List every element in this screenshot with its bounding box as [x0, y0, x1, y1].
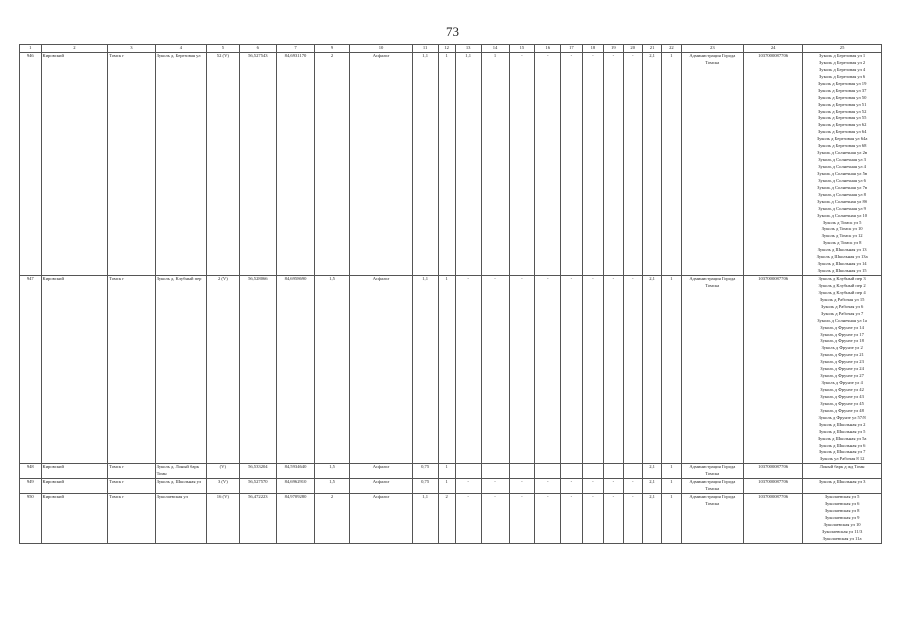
table-cell: 950 [20, 493, 42, 543]
table-cell: 1 [438, 464, 455, 479]
address-line: Зуколь д Школьная ул 13 [817, 247, 867, 253]
table-cell: 2,1 [642, 479, 661, 494]
table-cell: - [561, 53, 583, 276]
table-body [20, 53, 882, 544]
table-cell: 16 (V) [207, 493, 239, 543]
column-header: 13 [455, 45, 481, 53]
address-line: Зуколь д Березовая ул 68 [817, 143, 867, 149]
table-cell: Кировский [41, 479, 108, 494]
page-number: 73 [446, 24, 459, 39]
column-header: 21 [642, 45, 661, 53]
table-cell [582, 464, 604, 479]
table-cell: Томск г [108, 479, 155, 494]
addresses-cell [803, 53, 882, 276]
table-cell: - [509, 53, 535, 276]
table-cell: - [535, 53, 561, 276]
table-cell: 2,1 [642, 493, 661, 543]
table-cell: - [561, 493, 583, 543]
address-line: Зуколь д Солнечная ул 6 [818, 177, 866, 183]
column-header: 10 [350, 45, 412, 53]
table-cell: - [604, 479, 623, 494]
table-cell: 1037000087706 [744, 276, 803, 464]
column-header: 15 [509, 45, 535, 53]
addresses-cell [803, 493, 882, 543]
table-cell: Администрация Города Томска [681, 276, 743, 464]
table-cell: - [623, 53, 642, 276]
table-cell: - [561, 479, 583, 494]
table-cell: 56,527543 [239, 53, 277, 276]
table-cell: Администрация Города Томска [681, 53, 743, 276]
address-line: Зуколаевская ул 11а [822, 535, 862, 541]
table-cell: 1037000087706 [744, 493, 803, 543]
column-header: 6 [239, 45, 277, 53]
column-header: 20 [623, 45, 642, 53]
table-cell [535, 464, 561, 479]
address-line: Зуколь д Фрунзе ул 14 [820, 324, 864, 330]
table-row [20, 276, 882, 464]
table-cell: 1,1 [412, 53, 438, 276]
address-line: Зуколь д Березовая ул 55 [817, 115, 867, 121]
table-cell: 2 (V) [207, 276, 239, 464]
address-line: Зуколаевская ул 6 [824, 500, 860, 506]
address-line: Зуколь д Солнечная ул 5в [817, 170, 868, 176]
table-cell: - [604, 493, 623, 543]
column-header: 14 [481, 45, 509, 53]
column-header: 1 [20, 45, 42, 53]
table-cell: - [481, 479, 509, 494]
table-cell: - [582, 53, 604, 276]
table-cell: (V) [207, 464, 239, 479]
table-cell: 84,6958690 [277, 276, 315, 464]
address-line: Зуколь д Школьная ул 2 [818, 421, 866, 427]
table-cell: 56,533204 [239, 464, 277, 479]
address-line: Зуколь д Солнечная ул 7в [817, 184, 868, 190]
column-header: 22 [662, 45, 681, 53]
address-line: Зуколь д Березовая ул 4 [818, 66, 866, 72]
address-line: Зуколь д Школьная ул 3 [818, 479, 866, 485]
table-cell: - [582, 479, 604, 494]
address-line: Зуколь д Фрунзе ул 42 [820, 387, 864, 392]
address-line: Зуколь д Фрунзе ул 57/8 [818, 414, 866, 420]
table-cell: - [481, 493, 509, 543]
address-line: Лоный барк д жд Томн [819, 464, 865, 470]
address-line: Зуколь д Клубный пер 4 [818, 289, 866, 295]
table-cell: 1037000087706 [744, 464, 803, 479]
address-line: Зуколь д Фрунзе ул 23 [820, 359, 864, 365]
register-table [19, 44, 882, 544]
table-row [20, 493, 882, 543]
table-cell: 1 [662, 464, 681, 479]
address-line: Зуколь д Рабочая ул 6 [820, 303, 864, 309]
address-line: Зуколаевская ул 8 [824, 507, 860, 513]
table-cell: Асфальт [350, 493, 412, 543]
table-cell: 1 [662, 276, 681, 464]
table-cell: - [455, 493, 481, 543]
table-cell: - [509, 493, 535, 543]
table-cell: - [623, 479, 642, 494]
table-cell: 2,1 [642, 276, 661, 464]
table-cell: Томск г [108, 493, 155, 543]
table-cell: Администрация Города Томска [681, 464, 743, 479]
column-header: 2 [41, 45, 108, 53]
table-cell: 947 [20, 276, 42, 464]
table-cell: Томск г [108, 276, 155, 464]
column-header: 24 [744, 45, 803, 53]
table-cell: Асфальт [350, 479, 412, 494]
table-cell: 2 [314, 493, 350, 543]
table-cell: Администрация Города Томска [681, 493, 743, 543]
table-cell: - [535, 276, 561, 464]
table-cell: - [623, 493, 642, 543]
address-line: Зуколь д Березовая ул 64 [817, 129, 867, 135]
column-header: 7 [277, 45, 315, 53]
table-cell: 84,6962910 [277, 479, 315, 494]
table-cell: 0,75 [412, 464, 438, 479]
address-line: Зуколь д Школьная ул 5а [817, 435, 867, 441]
table-cell: 84,6931170 [277, 53, 315, 276]
table-cell: - [604, 53, 623, 276]
address-line: Зуколь д Фрунзе ул 2 [821, 345, 863, 351]
table-cell: 1 [662, 479, 681, 494]
address-line: Зуколь д Солнечная ул 8б [817, 198, 868, 204]
address-line: Зуколь д Школьная ул 14 [817, 261, 867, 267]
column-header-row [20, 45, 882, 53]
address-line: Зуколь д Солнечная ул 8 [818, 191, 866, 197]
addresses-cell [803, 464, 882, 479]
table-cell: 1 [481, 53, 509, 276]
table-cell: - [623, 276, 642, 464]
table-cell: 56,472223 [239, 493, 277, 543]
table-cell: Кировский [41, 53, 108, 276]
table-row [20, 464, 882, 479]
table-cell: 2 [314, 53, 350, 276]
table-cell: 946 [20, 53, 42, 276]
table-cell: - [561, 276, 583, 464]
table-cell: - [535, 493, 561, 543]
table-cell: 84,5934640 [277, 464, 315, 479]
table-cell [509, 464, 535, 479]
column-header: 12 [438, 45, 455, 53]
address-line: Зуколь д Рабочая ул 7 [820, 310, 864, 316]
address-line: Зуколь д Солнечная ул 4 [818, 164, 866, 169]
address-line: Зуколь д Томск ул 12 [821, 233, 863, 239]
column-header: 11 [412, 45, 438, 53]
address-line: Зуколь д Фрунзе ул 24 [820, 366, 864, 372]
address-line: Зуколаевская ул 10 [823, 521, 861, 527]
address-line: Зуколь д Солнечная ул 9 [818, 205, 866, 211]
table-cell: Кировский [41, 464, 108, 479]
table-cell: 2,1 [642, 464, 661, 479]
table-cell: - [455, 276, 481, 464]
table-cell: Зуколь д. Березовая ул [155, 53, 207, 276]
address-line: Зуколь д Томск ул 5 [822, 219, 862, 225]
table-cell: 2,1 [642, 53, 661, 276]
column-header: 9 [314, 45, 350, 53]
address-line: Зуколь д Фрунзе ул 4 [821, 380, 863, 386]
table-cell: 1037000087706 [744, 53, 803, 276]
address-line: Зуколаевская ул 9 [824, 514, 860, 520]
table-cell: - [509, 479, 535, 494]
column-header: 23 [681, 45, 743, 53]
table-cell [623, 464, 642, 479]
address-line: Зуколь д Фрунзе ул 17 [820, 331, 864, 337]
address-line: Зуколь д Березовая ул 37 [817, 87, 867, 93]
table-cell: Кировский [41, 276, 108, 464]
table-cell: 56,528066 [239, 276, 277, 464]
table-cell: 1 [438, 479, 455, 494]
address-line: Зуколь д Солнечная ул 10 [817, 212, 868, 218]
table-cell: 1 [662, 53, 681, 276]
table-cell: 1 [662, 493, 681, 543]
address-line: Зуколь д Клубный пер 3 [818, 276, 866, 281]
table-cell: 1,1 [412, 276, 438, 464]
address-line: Зуколь д Березовая ул 51 [817, 101, 867, 107]
table-cell: - [582, 493, 604, 543]
column-header: 4 [155, 45, 207, 53]
table-cell: 1,5 [314, 276, 350, 464]
table-cell: 84,9709280 [277, 493, 315, 543]
address-line: Зуколь д Томск ул 10 [821, 226, 863, 232]
address-line: Зуколь д Школьная ул 6 [818, 442, 866, 448]
table-cell: 1,1 [455, 53, 481, 276]
column-header: 18 [582, 45, 604, 53]
column-header: 16 [535, 45, 561, 53]
address-line: Зуколь д Березовая ул 19 [817, 80, 867, 86]
address-line: Зуколь д Березовая ул 1 [818, 53, 866, 58]
table-cell: 1 [438, 53, 455, 276]
table-cell: - [455, 479, 481, 494]
table-cell [561, 464, 583, 479]
table-cell [481, 464, 509, 479]
address-line: Зуколь д Солнечная ул 2в [817, 150, 868, 156]
table-cell: Зуколаевская ул [155, 493, 207, 543]
address-line: Зуколь д Томск ул 8 [822, 240, 862, 246]
table-cell: 56,527570 [239, 479, 277, 494]
address-line: Зуколь д Фрунзе ул 43 [820, 393, 864, 399]
address-line: Зуколь д Фрунзе ул 27 [820, 373, 864, 379]
address-line: Зуколь д Фрунзе ул 18 [820, 338, 864, 344]
table-cell: Администрация Города Томска [681, 479, 743, 494]
address-line: Зуколь д Школьная ул 13а [816, 254, 868, 260]
table-cell: Асфальт [350, 53, 412, 276]
address-line: Зуколь д Школьная ул 5 [818, 428, 866, 434]
table-cell: - [509, 276, 535, 464]
table-cell: 0,75 [412, 479, 438, 494]
table-cell [455, 464, 481, 479]
table-cell: 52 (V) [207, 53, 239, 276]
address-line: Зуколь д Солнечная ул 3 [818, 157, 866, 163]
table-cell: Асфальт [350, 276, 412, 464]
column-header: 25 [803, 45, 882, 53]
address-line: Зуколь д Березовая ул 64а [816, 136, 868, 142]
address-line: Зуколь д Школьная ул 7 [818, 449, 866, 455]
table-cell: 2 [438, 493, 455, 543]
table-cell: Зуколь д. Школьная ул [155, 479, 207, 494]
address-line: Зуколь д Клубный пер 2 [818, 282, 866, 288]
table-cell: - [604, 276, 623, 464]
address-line: Зуколь д Школьная ул 15 [817, 268, 867, 274]
table-cell: 1037000087706 [744, 479, 803, 494]
table-cell: Асфальт [350, 464, 412, 479]
address-line: Зуколаевская ул 5 [824, 493, 860, 499]
table-cell: - [535, 479, 561, 494]
address-line: Зуколь д Березовая ул 2 [818, 59, 866, 65]
table-cell: 948 [20, 464, 42, 479]
table-row [20, 479, 882, 494]
table-cell: - [481, 276, 509, 464]
address-line: Зуколь д Березовая ул 62 [817, 122, 867, 128]
column-header: 19 [604, 45, 623, 53]
address-line: Зуколь д Фрунзе ул 48 [820, 407, 864, 413]
table-row [20, 53, 882, 276]
table-cell: Томск г [108, 53, 155, 276]
table-cell: - [582, 276, 604, 464]
table-cell: 949 [20, 479, 42, 494]
address-line: Зуколь д Солнечная ул 1а [817, 317, 867, 323]
column-header: 17 [561, 45, 583, 53]
address-line: Зуколь д Фрунзе ул 45 [820, 400, 864, 406]
column-header: 3 [108, 45, 155, 53]
table-cell: 1,5 [314, 479, 350, 494]
address-line: Зуколь д Березовая ул 50 [817, 94, 867, 100]
table-cell: 3 (V) [207, 479, 239, 494]
table-cell [604, 464, 623, 479]
table-cell: 1,5 [314, 464, 350, 479]
table-cell: 1 [438, 276, 455, 464]
address-line: Зуколь д Фрунзе ул 21 [820, 352, 864, 358]
address-line: Зуколаевская ул 11/3 [821, 528, 863, 534]
table-cell: Томск г [108, 464, 155, 479]
table-cell: 1,1 [412, 493, 438, 543]
column-header: 5 [207, 45, 239, 53]
table-cell: Зуколь д. Клубный пер [155, 276, 207, 464]
address-line: Зуколь д Березовая ул 52 [817, 108, 867, 114]
addresses-cell [803, 479, 882, 494]
address-line: Зуколь д Березовая ул 6 [818, 73, 866, 79]
table-cell: Кировский [41, 493, 108, 543]
address-line: Зуколь д Рабочая ул 15 [819, 296, 865, 302]
address-line: Зуколь ул Рабочая 8 12 [819, 456, 865, 462]
addresses-cell [803, 276, 882, 464]
table-cell: Зуколь д. Лоный барк Томн [155, 464, 207, 479]
